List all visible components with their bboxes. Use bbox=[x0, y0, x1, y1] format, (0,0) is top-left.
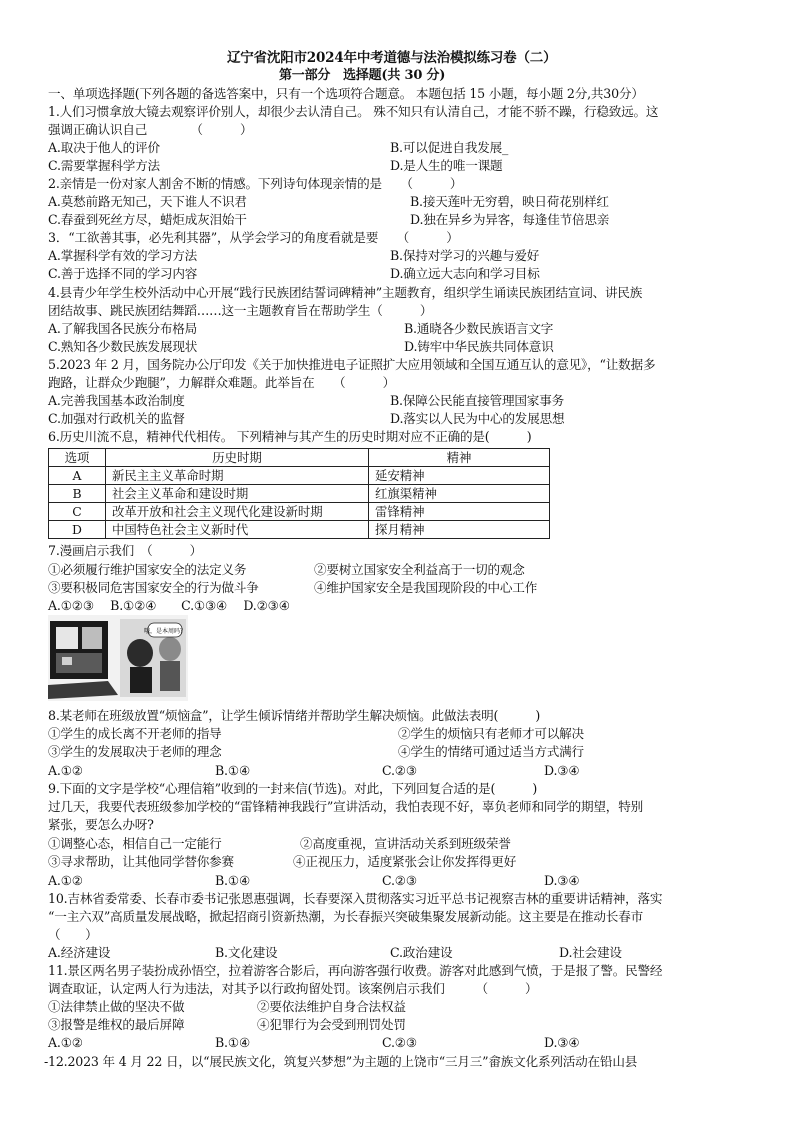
q10-stem-line1: 10.吉林省委常委、长春市委书记张恩惠强调，长春要深入贯彻落实习近平总书记视察吉林的重要讲话精神，落实 bbox=[48, 891, 663, 906]
q10-option-b: B.文化建设 bbox=[215, 945, 278, 960]
q3-stem: 3．“工欲善其事，必先利其器”，从学会学习的角度看就是要 （ ） bbox=[48, 230, 459, 245]
q9-statement-2: ②高度重视，宣讲活动关系到班级荣誉 bbox=[300, 836, 511, 851]
q11-stem-line1: 11.景区两名男子装扮成孙悟空，拉着游客合影后，再向游客强行收费。游客对此感到气愤，于是报了警。民警经 bbox=[48, 963, 663, 978]
q8-statement-3: ③学生的发展取决于老师的理念 bbox=[48, 744, 222, 759]
q9-statement-1: ①调整心态，相信自己一定能行 bbox=[48, 836, 222, 851]
q7-statement-1: ①必须履行维护国家安全的法定义务 bbox=[48, 562, 247, 577]
q8-option-b: B.①④ bbox=[215, 763, 251, 778]
q11-statement-4: ④犯罪行为会受到刑罚处罚 bbox=[257, 1017, 406, 1032]
q5-stem-line2: 跑路，让群众少跑腿”，力解群众难题。此举旨在 （ ） bbox=[48, 375, 395, 390]
q7-cartoon-image bbox=[48, 615, 188, 701]
q11-statement-3: ③报警是维权的最后屏障 bbox=[48, 1017, 185, 1032]
table-cell: D bbox=[49, 521, 106, 539]
table-header-cell: 精神 bbox=[369, 449, 550, 467]
table-header-cell: 历史时期 bbox=[106, 449, 369, 467]
q11-option-c: C.②③ bbox=[382, 1035, 417, 1050]
table-header-row bbox=[49, 449, 550, 467]
q5-option-b: B.保障公民能直接管理国家事务 bbox=[390, 393, 564, 408]
q5-stem-line1: 5.2023 年 2 月，国务院办公厅印发《关于加快推进电子证照扩大应用领域和全国互通互认的意见》，“让数据多 bbox=[48, 357, 656, 372]
q8-stem: 8.某老师在班级放置“烦恼盒”，让学生倾诉情绪并帮助学生解决烦恼。此做法表明( ) bbox=[48, 708, 541, 723]
q4-option-a: A.了解我国各民族分布格局 bbox=[48, 321, 198, 336]
q11-option-b: B.①④ bbox=[215, 1035, 251, 1050]
q9-stem: 9.下面的文字是学校“心理信箱”收到的一封来信(节选)。对此，下列回复合适的是( ) bbox=[48, 781, 538, 796]
q8-statement-4: ④学生的情绪可通过适当方式满行 bbox=[398, 744, 584, 759]
q9-letter-line2: 紧张，要怎么办呀? bbox=[48, 817, 154, 832]
q5-option-c: C.加强对行政机关的监督 bbox=[48, 411, 185, 426]
q7-stem: 7.漫画启示我们 （ ） bbox=[48, 543, 203, 558]
q7-statement-2: ②要树立国家安全利益高于一切的观念 bbox=[314, 562, 525, 577]
table-cell: 雷锋精神 bbox=[369, 503, 550, 521]
table-cell: 红旗渠精神 bbox=[369, 485, 550, 503]
q9-statement-3: ③寻求帮助，让其他同学替你参赛 bbox=[48, 854, 234, 869]
q4-stem-line2: 团结故事、跳民族团结舞蹈……这一主题教育旨在帮助学生（ ） bbox=[48, 303, 433, 318]
q1-option-c: C.需要掌握科学方法 bbox=[48, 158, 160, 173]
q8-option-a: A.①② bbox=[48, 763, 83, 778]
table-row bbox=[49, 521, 550, 539]
q2-option-a: A.莫愁前路无知己，天下谁人不识君 bbox=[48, 194, 247, 209]
q6-stem: 6.历史川流不息，精神代代相传。 下列精神与其产生的历史时期对应不正确的是( ) bbox=[48, 429, 532, 444]
q4-option-d: D.铸牢中华民族共同体意识 bbox=[404, 339, 554, 354]
cartoon-speech-bubble: 哦，是本周吗？ bbox=[143, 628, 187, 635]
q10-stem-line2: “一主六双”高质量发展战略，掀起招商引资新热潮，为长春振兴突破集聚发展新动能。这主要是在推动长春市 bbox=[48, 909, 643, 924]
q11-option-d: D.③④ bbox=[544, 1035, 580, 1050]
q2-stem: 2.亲情是一份对家人割舍不断的情感。下列诗句体现亲情的是 （ ） bbox=[48, 176, 463, 191]
table-row bbox=[49, 503, 550, 521]
table-cell: 中国特色社会主义新时代 bbox=[106, 521, 369, 539]
q6-table bbox=[48, 448, 550, 539]
q8-option-c: C.②③ bbox=[382, 763, 417, 778]
q3-option-a: A.掌握科学有效的学习方法 bbox=[48, 248, 198, 263]
q2-option-c: C.春蚕到死丝方尽，蜡炬成灰泪始干 bbox=[48, 212, 247, 227]
part-heading: 第一部分 选择题(共 30 分) bbox=[279, 68, 446, 83]
q3-option-c: C.善于选择不同的学习内容 bbox=[48, 266, 198, 281]
q10-option-d: D.社会建设 bbox=[559, 945, 622, 960]
q1-stem-line2: 强调正确认识自己 （ ） bbox=[48, 122, 253, 137]
q5-option-a: A.完善我国基本政治制度 bbox=[48, 393, 185, 408]
q11-stem-line2: 调查取证，认定两人行为违法，对其予以行政拘留处罚。该案例启示我们 （ ） bbox=[48, 981, 538, 996]
q5-option-d: D.落实以人民为中心的发展思想 bbox=[390, 411, 565, 426]
q3-option-b: B.保持对学习的兴趣与爱好 bbox=[390, 248, 540, 263]
q9-statement-4: ④正视压力，适度紧张会让你发挥得更好 bbox=[293, 854, 517, 869]
q10-stem-line3: （ ） bbox=[48, 927, 98, 942]
q2-option-d: D.独在异乡为异客，每逢佳节倍思亲 bbox=[410, 212, 610, 227]
q10-option-a: A.经济建设 bbox=[48, 945, 111, 960]
table-row bbox=[49, 485, 550, 503]
table-cell: C bbox=[49, 503, 106, 521]
q7-statement-3: ③要积极同危害国家安全的行为做斗争 bbox=[48, 580, 259, 595]
table-row bbox=[49, 467, 550, 485]
q8-option-d: D.③④ bbox=[544, 763, 580, 778]
table-cell: 社会主义革命和建设时期 bbox=[106, 485, 369, 503]
q9-option-b: B.①④ bbox=[215, 873, 251, 888]
table-cell: 新民主主义革命时期 bbox=[106, 467, 369, 485]
table-cell: 延安精神 bbox=[369, 467, 550, 485]
table-cell: 改革开放和社会主义现代化建设新时期 bbox=[106, 503, 369, 521]
q8-statement-2: ②学生的烦恼只有老师才可以解决 bbox=[398, 726, 584, 741]
q9-letter-line1: 过几天，我要代表班级参加学校的“雷锋精神我践行”宣讲活动，我怕表现不好，辜负老师和同学的期望，特别 bbox=[48, 799, 643, 814]
q7-statement-4: ④维护国家安全是我国现阶段的中心工作 bbox=[314, 580, 538, 595]
q4-option-b: B.通晓各少数民族语言文字 bbox=[404, 321, 554, 336]
q1-option-a: A.取决于他人的评价 bbox=[48, 140, 160, 155]
q10-option-c: C.政治建设 bbox=[390, 945, 453, 960]
q7-answer-choices: A.①②③ B.①②④ C.①③④ D.②③④ bbox=[48, 598, 290, 613]
q11-statement-1: ①法律禁止做的坚决不做 bbox=[48, 999, 185, 1014]
q1-option-d: D.是人生的唯一课题 bbox=[390, 158, 503, 173]
q3-option-d: D.确立远大志向和学习目标 bbox=[390, 266, 540, 281]
table-cell: B bbox=[49, 485, 106, 503]
q1-stem-line1: 1.人们习惯拿放大镜去观察评价别人，却很少去认清自己。 殊不知只有认清自己，才能不骄不躁，行稳致远。这 bbox=[48, 104, 659, 119]
q4-option-c: C.熟知各少数民族发展现状 bbox=[48, 339, 198, 354]
q9-option-a: A.①② bbox=[48, 873, 83, 888]
q1-option-b: B.可以促进自我发展_ bbox=[390, 140, 509, 155]
q8-statement-1: ①学生的成长离不开老师的指导 bbox=[48, 726, 222, 741]
section-instructions: 一、单项选择题(下列各题的备选答案中，只有一个选项符合题意。 本题包括 15 小题，每小题 2分,共30分） bbox=[48, 86, 644, 101]
q2-option-b: B.接天莲叶无穷碧，映日荷花别样红 bbox=[410, 194, 609, 209]
table-cell: 探月精神 bbox=[369, 521, 550, 539]
q9-option-d: D.③④ bbox=[544, 873, 580, 888]
table-cell: A bbox=[49, 467, 106, 485]
table-header-cell: 选项 bbox=[49, 449, 106, 467]
q9-option-c: C.②③ bbox=[382, 873, 417, 888]
exam-title: 辽宁省沈阳市2024年中考道德与法治模拟练习卷（二） bbox=[227, 50, 557, 66]
q4-stem-line1: 4.县青少年学生校外活动中心开展“践行民族团结誓词碑精神”主题教育，组织学生诵读民族团结宣词、讲民族 bbox=[48, 285, 643, 300]
q11-statement-2: ②要依法维护自身合法权益 bbox=[257, 999, 406, 1014]
q11-option-a: A.①② bbox=[48, 1035, 83, 1050]
q12-stem: -12.2023 年 4 月 22 日，以“展民族文化，筑复兴梦想”为主题的上饶市“三月三”畲族文化系列活动在铅山县 bbox=[44, 1054, 638, 1069]
